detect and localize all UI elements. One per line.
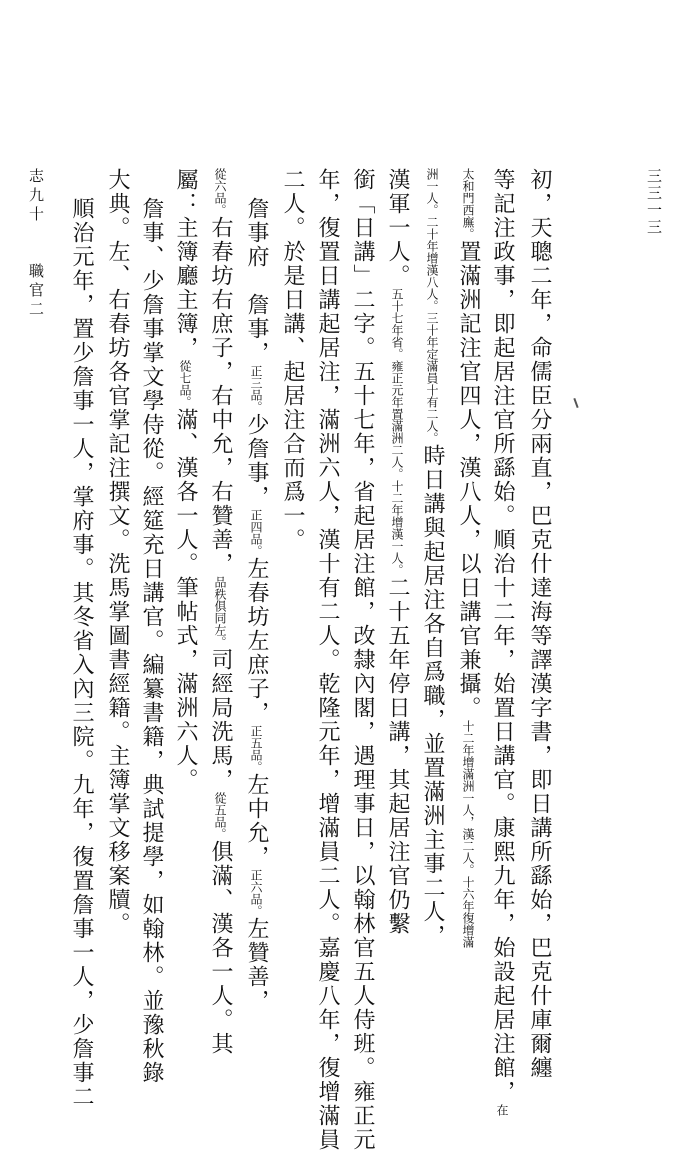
body-text: 時日講與起居注各自爲職，並置滿洲主事二人， <box>420 444 445 948</box>
text-column <box>316 168 338 1152</box>
text-column <box>245 197 267 1013</box>
body-text: 左中允， <box>244 773 269 869</box>
annotation-text: 洲一人。二十年增漢八人。三十年定滿員十有二人。 <box>425 168 439 444</box>
annotation-text: 在 <box>495 1104 509 1116</box>
text-column <box>174 168 196 792</box>
body-text: 年，復置日講起居注，滿洲六人，漢十有二人。乾隆元年，增滿員二人。嘉慶八年，復增滿員 <box>315 168 340 1152</box>
text-column <box>421 168 443 948</box>
body-text: 右春坊右庶子，右中允，右贊善， <box>208 216 233 576</box>
body-text: 二十五年停日講，其起居注官仍繫 <box>385 576 410 936</box>
body-text: 漢軍一人。 <box>385 168 410 288</box>
text-column <box>386 168 408 936</box>
annotation-text: 五十七年省。雍正元年置滿洲二人。十二年增漢一人。 <box>390 288 404 576</box>
body-text: 大典。左、右春坊各官掌記注撰文。洗馬掌圖書經籍。主簿掌文移案牘。 <box>105 168 130 936</box>
body-text: 置滿洲記注官四人，漢八人，以日講官兼攝。 <box>456 240 481 720</box>
annotation-text: 太和門西廡。 <box>461 168 475 240</box>
body-text: 俱滿、漢各一人。其 <box>208 840 233 1056</box>
text-column <box>491 168 513 1116</box>
running-head: 志九十 職官二 <box>27 168 45 320</box>
annotation-text: 正六品。 <box>249 869 263 917</box>
annotation-text: 從五品。 <box>213 792 227 840</box>
annotation-text: 正三品。 <box>249 365 263 413</box>
body-text: 詹事、少詹事掌文學侍從。經筵充日講官。編纂書籍，典試提學，如翰林。並豫秋錄 <box>139 197 164 1085</box>
body-text: 屬：主簿廳主簿， <box>173 168 198 360</box>
text-column <box>351 168 373 1152</box>
body-text: 少詹事， <box>244 413 269 509</box>
body-text: 初，天聰二年，命儒臣分兩直，巴克什達海等譯漢字書，即日講所繇始，巴克什庫爾纏 <box>527 168 552 1080</box>
annotation-text: 十二年增滿洲一人，漢二人。十六年復增滿 <box>461 720 475 948</box>
body-text: 二人。於是日講、起居注合而爲一。 <box>280 168 305 552</box>
annotation-text: 正四品。 <box>249 509 263 557</box>
body-text: 銜「日講」二字。五十七年，省起居注館，改隸內閣，遇理事日，以翰林官五人侍班。雍正元 <box>350 168 375 1152</box>
annotation-text: 品秩俱同左。 <box>213 576 227 648</box>
text-column <box>528 168 550 1080</box>
text-column <box>281 168 303 552</box>
annotation-text: 正五品。 <box>249 725 263 773</box>
text-column <box>140 197 162 1085</box>
body-text: 等記注政事，即起居注官所繇始。順治十二年，始置日講官。康熙九年，始設起居注館， <box>490 168 515 1104</box>
text-column <box>106 168 128 936</box>
body-text: 詹事府 詹事， <box>244 197 269 365</box>
scan-mark <box>573 398 578 408</box>
annotation-text: 從七品。 <box>178 360 192 408</box>
page-number: 三三一三 <box>645 168 663 236</box>
body-text: 左贊善， <box>244 917 269 1013</box>
text-column <box>209 168 231 1056</box>
body-text: 順治元年，置少詹事一人，掌府事。其冬省入內三院。九年，復置詹事一人，少詹事二 <box>69 197 94 1109</box>
text-column <box>70 197 92 1109</box>
body-text: 司經局洗馬， <box>208 648 233 792</box>
annotation-text: 從六品。 <box>213 168 227 216</box>
body-text: 左春坊左庶子， <box>244 557 269 725</box>
body-text: 滿、漢各一人。筆帖式，滿洲六人。 <box>173 408 198 792</box>
text-column <box>457 168 479 948</box>
